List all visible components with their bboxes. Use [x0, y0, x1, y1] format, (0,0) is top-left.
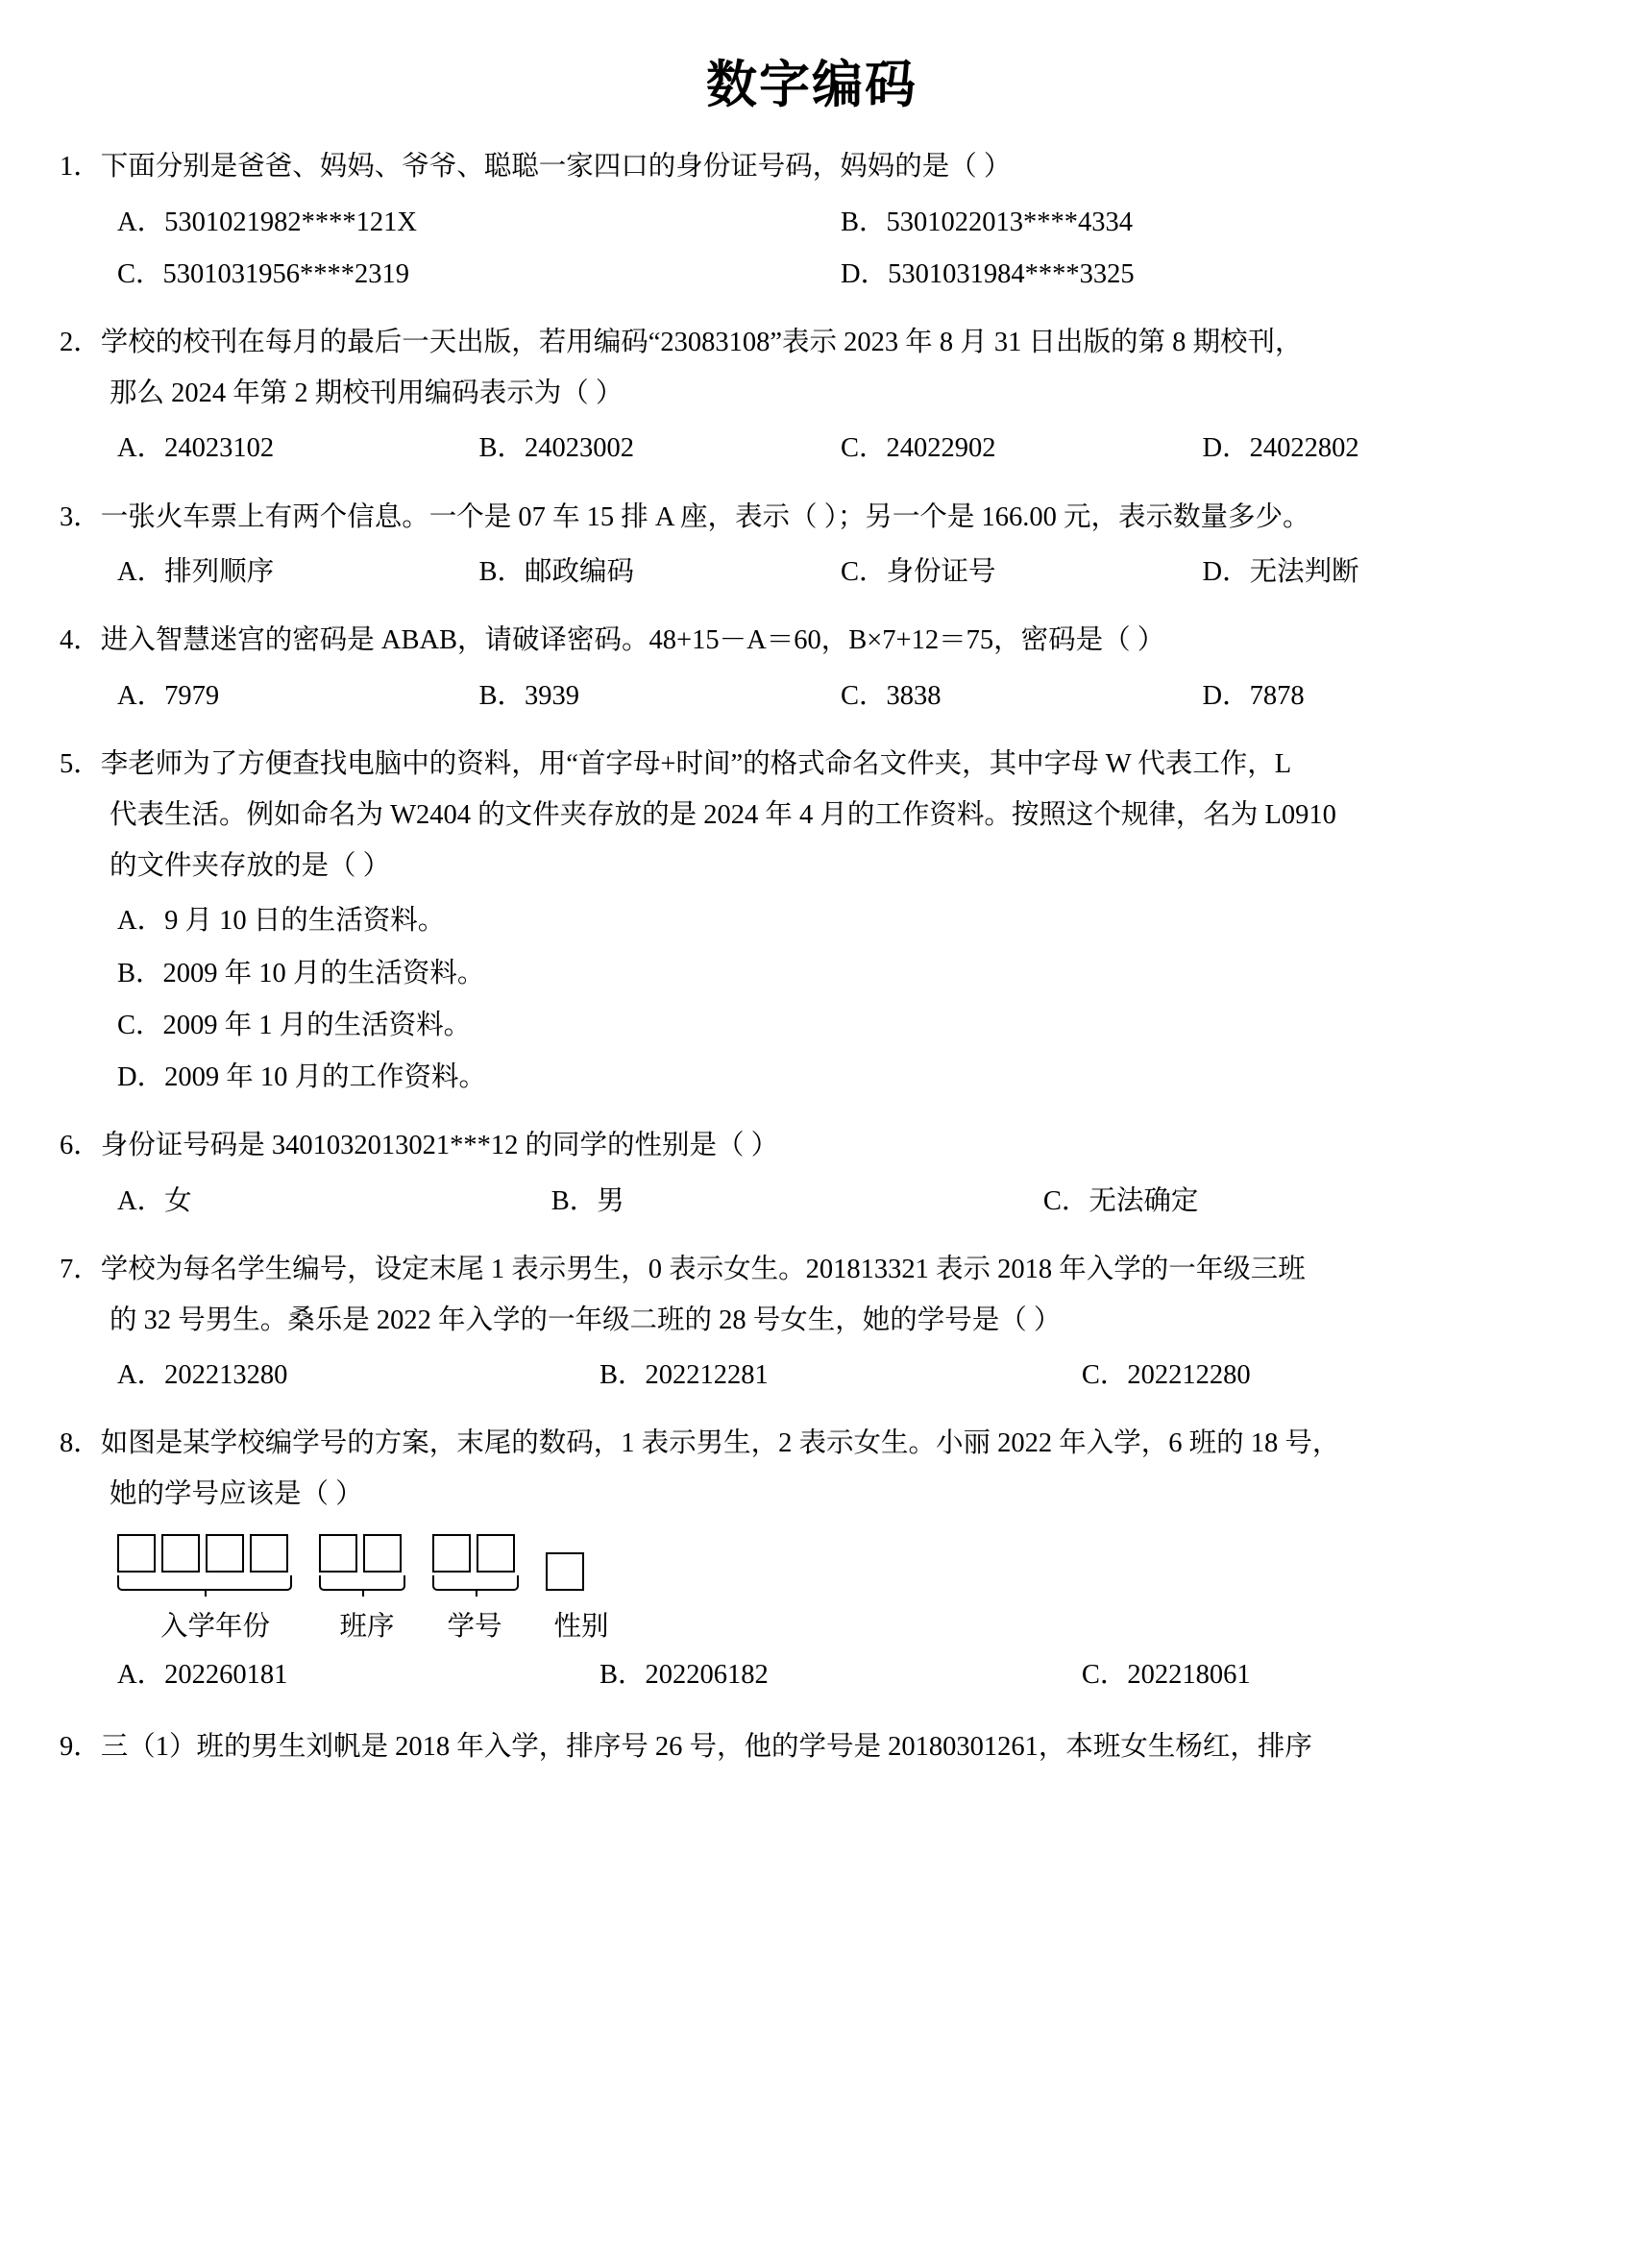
digit-box: [546, 1552, 584, 1591]
option-a[interactable]: A．女: [117, 1185, 192, 1216]
question-8: [60, 1419, 1564, 1701]
option-d[interactable]: D．7878: [1202, 681, 1305, 712]
question-1: [60, 142, 1564, 301]
diagram-group-number: [432, 1534, 521, 1591]
question-6-options: [60, 1176, 1564, 1228]
option-c[interactable]: C．202218061: [1081, 1659, 1251, 1690]
option-c[interactable]: C．202212280: [1081, 1360, 1251, 1391]
digit-box: [319, 1534, 357, 1573]
diagram-label-class: 班序: [339, 1611, 395, 1642]
option-d[interactable]: D．2009 年 10 月的工作资料。: [117, 1061, 486, 1092]
question-5-options: [60, 895, 1564, 1104]
diagram-labels: [117, 1604, 1564, 1644]
option-c[interactable]: C．2009 年 1 月的生活资料。: [117, 1010, 472, 1040]
question-2: [60, 318, 1564, 476]
question-2-options: [60, 423, 1564, 475]
option-a[interactable]: A．202213280: [117, 1360, 288, 1391]
option-b[interactable]: B．3939: [478, 681, 580, 712]
question-9-stem: 9．三（1）班的男生刘帆是 2018 年入学，排序号 26 号，他的学号是 20180301261，本班女生杨红，排序: [60, 1732, 1312, 1763]
option-b[interactable]: B．202212281: [599, 1360, 769, 1391]
option-d[interactable]: D．无法判断: [1202, 557, 1359, 588]
question-6-stem: 6．身份证号码是 3401032013021***12 的同学的性别是（ ）: [60, 1131, 779, 1161]
option-c[interactable]: C．5301031956****2319: [117, 258, 410, 289]
question-7-options: [60, 1350, 1564, 1402]
diagram-group-year: [117, 1534, 294, 1591]
diagram-label-gender: 性别: [553, 1611, 609, 1642]
question-5-stem-line-1: 5．李老师为了方便查找电脑中的资料，用“首字母+时间”的格式命名文件夹，其中字母 W 代表工作，L: [60, 749, 1292, 780]
option-b[interactable]: B．2009 年 10 月的生活资料。: [117, 958, 485, 988]
option-a[interactable]: A．5301021982****121X: [117, 207, 417, 237]
diagram-box-row: [117, 1534, 1564, 1591]
option-a[interactable]: A．9 月 10 日的生活资料。: [117, 906, 446, 937]
question-3-options: [60, 547, 1564, 598]
diagram-boxes-gender: [546, 1552, 590, 1591]
diagram-boxes-class: [319, 1534, 407, 1573]
question-9: [60, 1722, 1564, 1773]
question-8-stem-line-1: 8．如图是某学校编学号的方案，末尾的数码，1 表示男生，2 表示女生。小丽 2022 年入学，6 班的 18 号，: [60, 1428, 1340, 1459]
question-5: [60, 740, 1564, 1104]
digit-box: [206, 1534, 244, 1573]
question-5-stem-line-2: 代表生活。例如命名为 W2404 的文件夹存放的是 2024 年 4 月的工作资料。按照这个规律，名为 L0910: [110, 800, 1336, 831]
option-d[interactable]: D．5301031984****3325: [841, 258, 1135, 289]
question-5-stem-line-3: 的文件夹存放的是（ ）: [110, 850, 391, 881]
diagram-group-gender: [546, 1552, 590, 1591]
brace-year: [117, 1575, 292, 1591]
question-7: [60, 1245, 1564, 1402]
option-c[interactable]: C．无法确定: [1042, 1185, 1199, 1216]
question-3-stem: 3．一张火车票上有两个信息。一个是 07 车 15 排 A 座，表示（ ）；另一个是 166.00 元，表示数量多少。: [60, 501, 1310, 532]
diagram-boxes-year: [117, 1534, 294, 1573]
question-6: [60, 1121, 1564, 1228]
question-8-stem-line-2: 她的学号应该是（ ）: [110, 1479, 363, 1510]
option-b[interactable]: B．邮政编码: [478, 557, 635, 588]
student-id-diagram: [60, 1534, 1564, 1644]
option-b[interactable]: B．男: [550, 1185, 624, 1216]
question-1-stem: 1．下面分别是爸爸、妈妈、爷爷、聪聪一家四口的身份证号码，妈妈的是（ ）: [60, 152, 1012, 182]
diagram-label-number: 学号: [447, 1611, 502, 1642]
option-c[interactable]: C．24022902: [841, 433, 996, 464]
digit-box: [250, 1534, 288, 1573]
digit-box: [363, 1534, 402, 1573]
digit-box: [432, 1534, 471, 1573]
digit-box: [477, 1534, 515, 1573]
digit-box: [117, 1534, 156, 1573]
page-title: 数字编码: [706, 58, 917, 113]
question-8-options: [60, 1649, 1564, 1701]
option-a[interactable]: A．排列顺序: [117, 557, 275, 588]
question-7-stem-line-1: 7．学校为每名学生编号，设定末尾 1 表示男生，0 表示女生。201813321 表示 2018 年入学的一年级三班: [60, 1254, 1306, 1284]
option-b[interactable]: B．24023002: [478, 433, 635, 464]
option-a[interactable]: A．202260181: [117, 1659, 288, 1690]
diagram-boxes-number: [432, 1534, 521, 1573]
option-a[interactable]: A．24023102: [117, 433, 275, 464]
question-2-stem-line-2: 那么 2024 年第 2 期校刊用编码表示为（ ）: [110, 378, 624, 408]
question-4: [60, 616, 1564, 722]
digit-box: [161, 1534, 200, 1573]
question-4-options: [60, 671, 1564, 722]
brace-class: [319, 1575, 405, 1591]
question-7-stem-line-2: 的 32 号男生。桑乐是 2022 年入学的一年级二班的 28 号女生，她的学号是（ ）: [110, 1305, 1062, 1335]
option-b[interactable]: B．202206182: [599, 1659, 769, 1690]
brace-number: [432, 1575, 519, 1591]
option-b[interactable]: B．5301022013****4334: [841, 207, 1134, 237]
option-c[interactable]: C．3838: [841, 681, 942, 712]
option-c[interactable]: C．身份证号: [841, 557, 996, 588]
question-1-options: [60, 197, 1564, 301]
option-a[interactable]: A．7979: [117, 681, 220, 712]
diagram-label-year: 入学年份: [159, 1611, 270, 1642]
question-3: [60, 493, 1564, 599]
option-d[interactable]: D．24022802: [1202, 433, 1359, 464]
question-4-stem: 4．进入智慧迷宫的密码是 ABAB，请破译密码。48+15－A＝60，B×7+12＝75，密码是（ ）: [60, 625, 1165, 656]
diagram-group-class: [319, 1534, 407, 1591]
question-2-stem-line-1: 2．学校的校刊在每月的最后一天出版，若用编码“23083108”表示 2023 年 8 月 31 日出版的第 8 期校刊，: [60, 328, 1303, 357]
